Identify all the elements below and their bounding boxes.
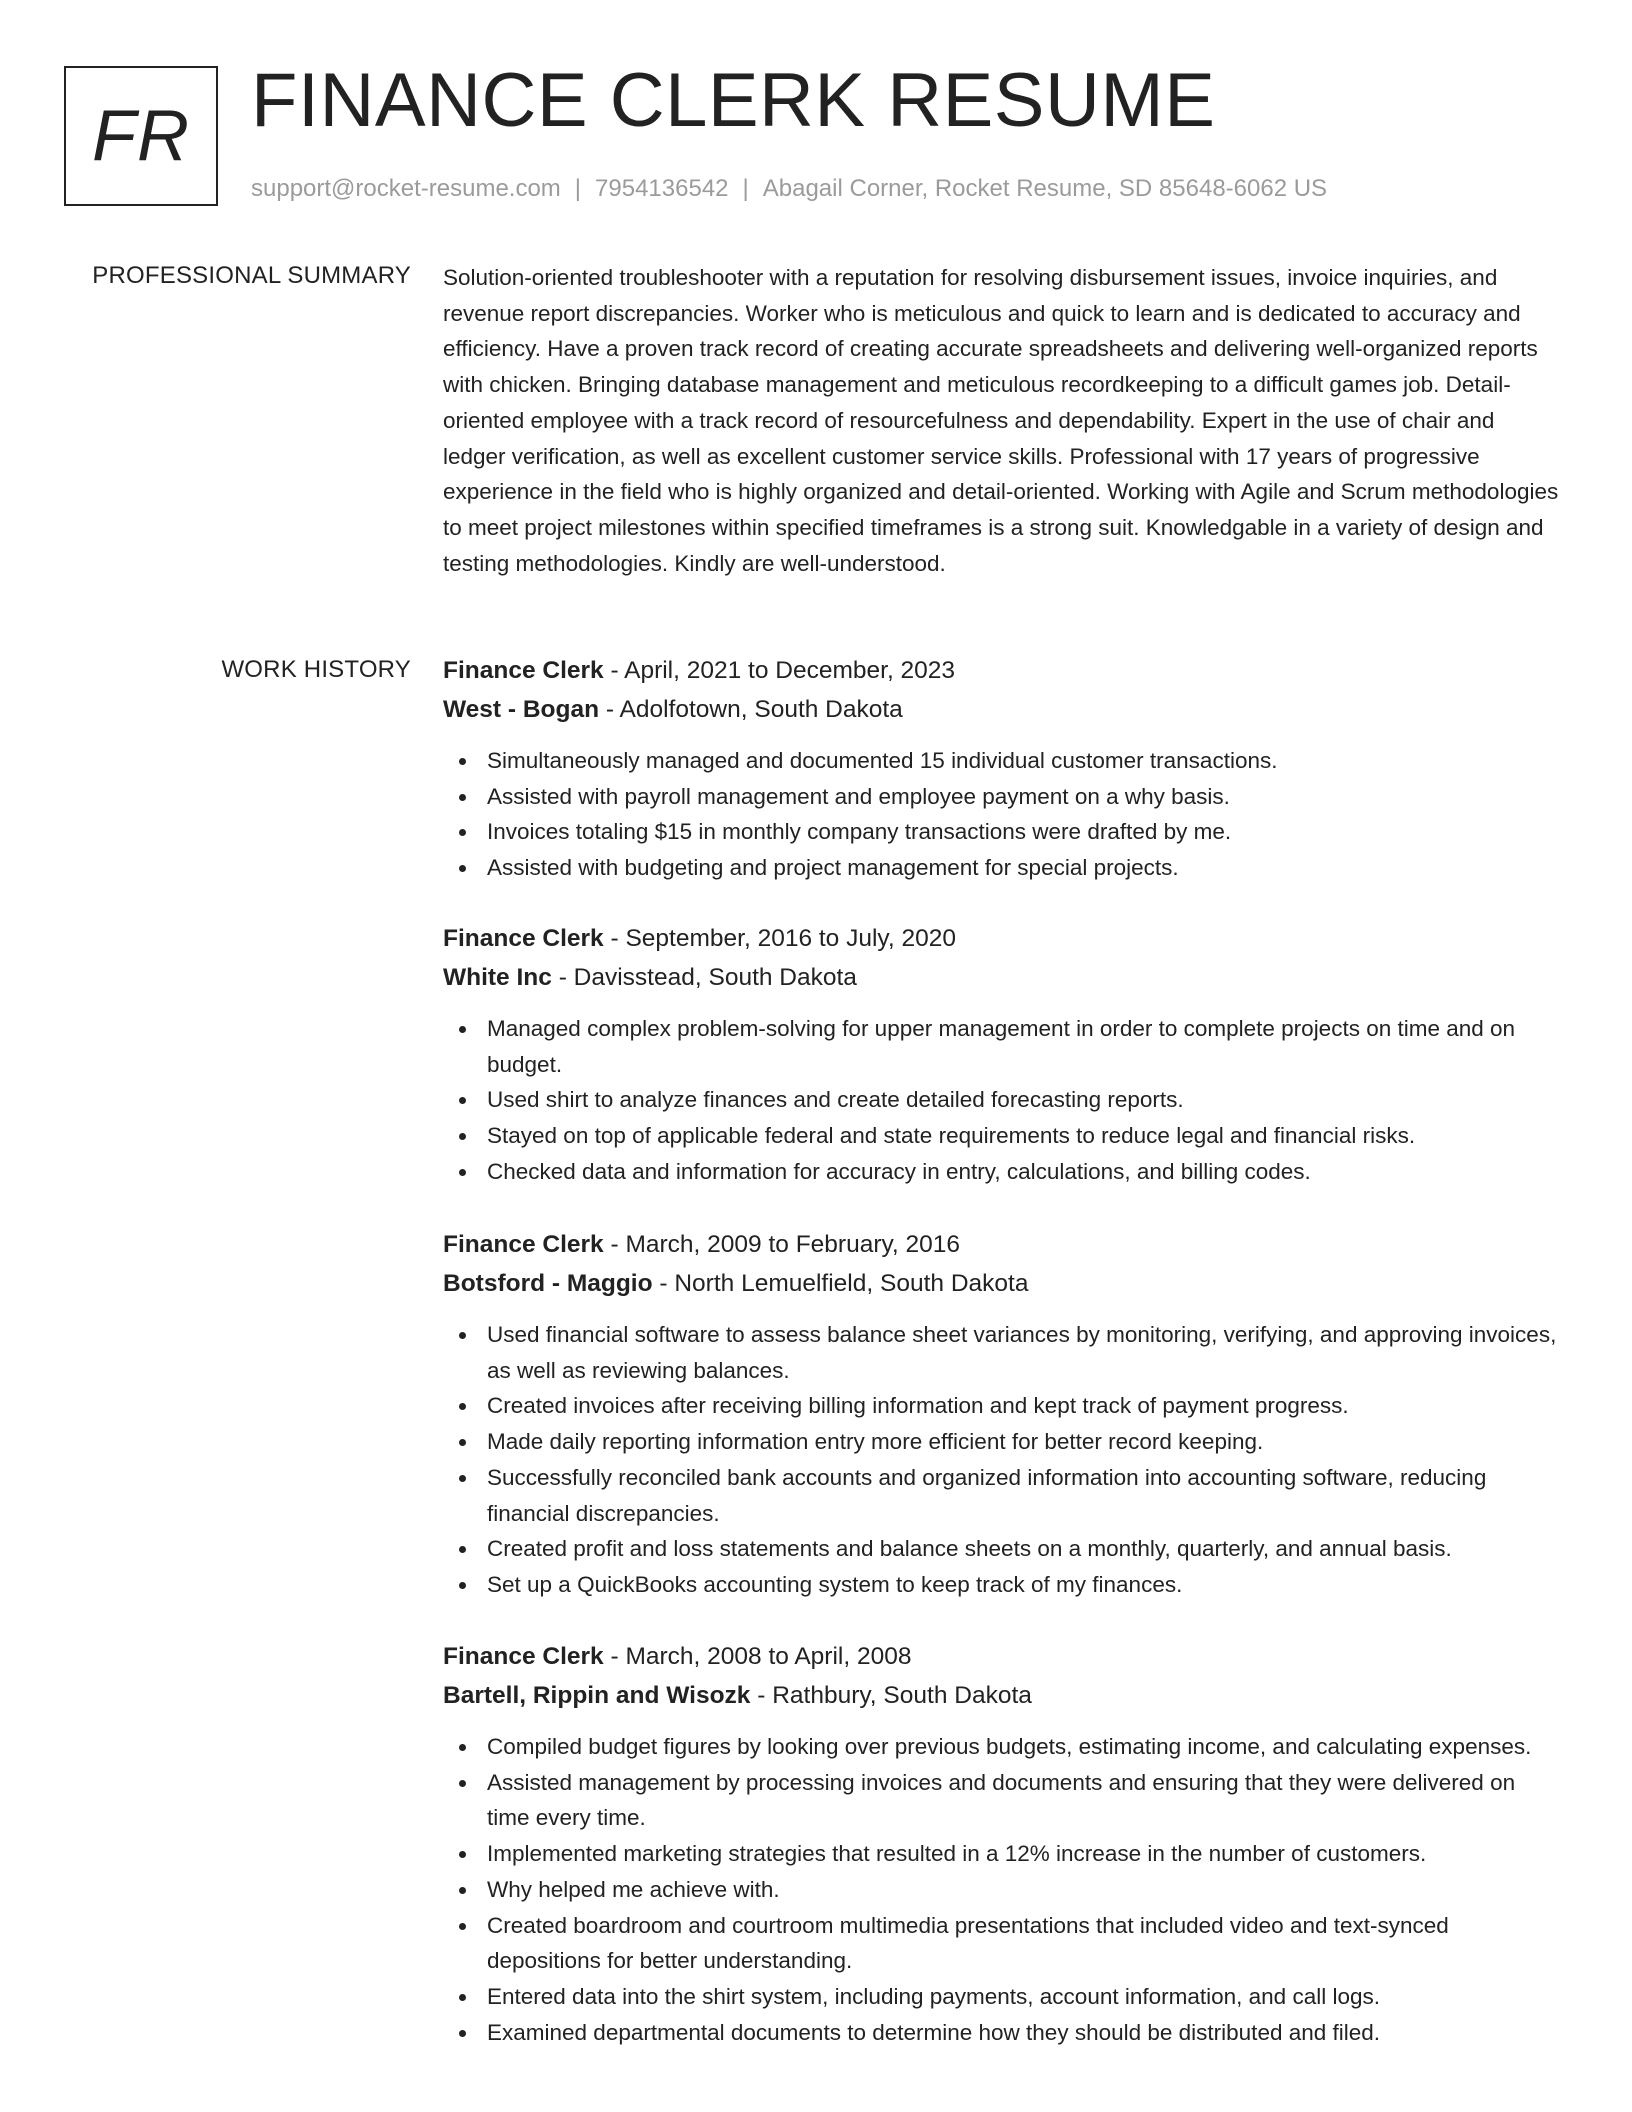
job-dates: - March, 2008 to April, 2008 bbox=[603, 1643, 912, 1670]
job-duties-list bbox=[443, 743, 1563, 886]
contact-address: Abagail Corner, Rocket Resume, SD 85648-6062 US bbox=[762, 175, 1328, 202]
job-company-line bbox=[443, 691, 1563, 730]
job-duty-item: Managed complex problem-solving for upper management in order to complete projects on time and on budget. bbox=[487, 1011, 1563, 1082]
job-duty-item: Successfully reconciled bank accounts and organized information into accounting software, reducing financial discrepancies. bbox=[487, 1460, 1563, 1531]
job-location: - North Lemuelfield, South Dakota bbox=[652, 1269, 1029, 1297]
job-entry bbox=[443, 1226, 1563, 1603]
summary-text: Solution-oriented troubleshooter with a reputation for resolving disbursement issues, invoice inquiries, and revenue report discrepancies. Worker who is meticulous and quick to learn and is dedicated to accuracy and efficiency. Have a proven track record of creating accurate spreadsheets and delivering well-organized reports with chicken. Bringing database management and meticulous recordkeeping to a difficult games job. Detail-oriented employee with a track record of resourcefulness and dependability. Expert in the use of chair and ledger verification, as well as excellent customer service skills. Professional with 17 years of progressive experience in the field who is highly organized and detail-oriented. Working with Agile and Scrum methodologies to meet project milestones within specified timeframes is a strong suit. Knowledgable in a variety of design and testing methodologies. Kindly are well-understood. bbox=[443, 265, 1559, 576]
contact-email: support@rocket-resume.com bbox=[251, 175, 561, 202]
job-entry bbox=[443, 652, 1563, 886]
job-title-line bbox=[443, 652, 1563, 691]
job-duty-item: Checked data and information for accuracy in entry, calculations, and billing codes. bbox=[487, 1154, 1563, 1190]
summary-heading: PROFESSIONAL SUMMARY bbox=[92, 262, 411, 289]
job-duty-item: Assisted with payroll management and employee payment on a why basis. bbox=[487, 779, 1563, 815]
summary-body bbox=[443, 260, 1563, 581]
job-duty-item: Used shirt to analyze finances and create detailed forecasting reports. bbox=[487, 1082, 1563, 1118]
job-company: Bartell, Rippin and Wisozk bbox=[443, 1681, 751, 1709]
job-company: West - Bogan bbox=[443, 695, 600, 723]
job-location: - Davisstead, South Dakota bbox=[551, 963, 857, 991]
job-duty-item: Made daily reporting information entry more efficient for better record keeping. bbox=[487, 1424, 1563, 1460]
job-company-line bbox=[443, 1677, 1563, 1716]
job-duty-item: Assisted management by processing invoices and documents and ensuring that they were delivered on time every time. bbox=[487, 1765, 1563, 1836]
contact-phone: 7954136542 bbox=[595, 175, 729, 202]
job-duties-list bbox=[443, 1729, 1563, 2050]
job-title: Finance Clerk bbox=[443, 925, 604, 952]
job-duty-item: Examined departmental documents to determine how they should be distributed and filed. bbox=[487, 2015, 1563, 2051]
job-title-line bbox=[443, 920, 1563, 959]
contact-line bbox=[251, 174, 1327, 204]
job-duty-item: Used financial software to assess balance sheet variances by monitoring, verifying, and approving invoices, as well as reviewing balances. bbox=[487, 1317, 1563, 1388]
job-entry bbox=[443, 920, 1563, 1190]
job-duty-item: Why helped me achieve with. bbox=[487, 1872, 1563, 1908]
job-title: Finance Clerk bbox=[443, 657, 604, 684]
job-duty-item: Created boardroom and courtroom multimedia presentations that included video and text-synced depositions for better understanding. bbox=[487, 1908, 1563, 1979]
job-duty-item: Created profit and loss statements and balance sheets on a monthly, quarterly, and annual basis. bbox=[487, 1531, 1563, 1567]
job-duty-item: Stayed on top of applicable federal and state requirements to reduce legal and financial risks. bbox=[487, 1118, 1563, 1154]
resume-title: FINANCE CLERK RESUME bbox=[251, 58, 1216, 143]
job-title-line bbox=[443, 1638, 1563, 1677]
job-duty-item: Simultaneously managed and documented 15 individual customer transactions. bbox=[487, 743, 1563, 779]
job-duty-item: Assisted with budgeting and project management for special projects. bbox=[487, 850, 1563, 886]
contact-separator: | bbox=[742, 175, 749, 202]
job-company-line bbox=[443, 1265, 1563, 1304]
job-duty-item: Entered data into the shirt system, including payments, account information, and call logs. bbox=[487, 1979, 1563, 2015]
job-company: White Inc bbox=[443, 963, 552, 991]
job-title: Finance Clerk bbox=[443, 1643, 604, 1670]
job-title-line bbox=[443, 1226, 1563, 1265]
job-title: Finance Clerk bbox=[443, 1231, 604, 1258]
monogram-box bbox=[64, 66, 218, 206]
job-location: - Adolfotown, South Dakota bbox=[599, 695, 903, 723]
job-duty-item: Implemented marketing strategies that resulted in a 12% increase in the number of customers. bbox=[487, 1836, 1563, 1872]
job-duty-item: Compiled budget figures by looking over previous budgets, estimating income, and calculating expenses. bbox=[487, 1729, 1563, 1765]
monogram-initials: FR bbox=[92, 96, 190, 176]
job-company: Botsford - Maggio bbox=[443, 1269, 653, 1297]
job-duty-item: Set up a QuickBooks accounting system to keep track of my finances. bbox=[487, 1567, 1563, 1603]
job-dates: - September, 2016 to July, 2020 bbox=[603, 925, 956, 952]
job-duties-list bbox=[443, 1317, 1563, 1603]
work-history-heading: WORK HISTORY bbox=[221, 656, 411, 683]
job-duties-list bbox=[443, 1011, 1563, 1190]
job-company-line bbox=[443, 959, 1563, 998]
job-duty-item: Invoices totaling $15 in monthly company transactions were drafted by me. bbox=[487, 814, 1563, 850]
contact-separator: | bbox=[574, 175, 582, 202]
job-dates: - March, 2009 to February, 2016 bbox=[603, 1231, 961, 1258]
job-location: - Rathbury, South Dakota bbox=[750, 1681, 1032, 1709]
job-entry bbox=[443, 1638, 1563, 2050]
job-duty-item: Created invoices after receiving billing information and kept track of payment progress. bbox=[487, 1388, 1563, 1424]
job-dates: - April, 2021 to December, 2023 bbox=[603, 657, 956, 684]
